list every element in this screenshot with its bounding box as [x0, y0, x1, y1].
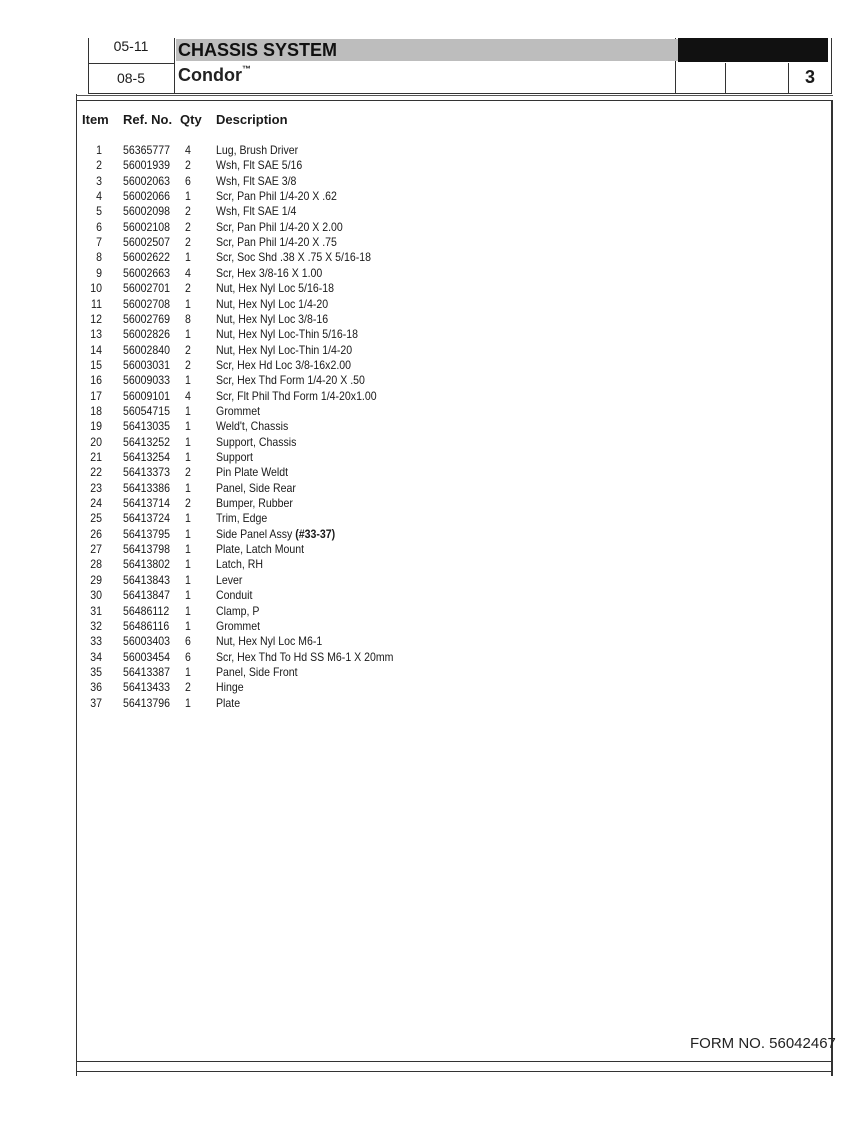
model-label: Condor	[178, 65, 242, 85]
header-divider	[725, 63, 726, 94]
cell-description: Plate, Latch Mount	[216, 542, 305, 557]
cell-qty: 1	[185, 373, 191, 388]
cell-ref-no: 56413373	[123, 465, 170, 480]
cell-ref-no: 56413254	[123, 450, 170, 464]
cell-ref-no: 56009033	[123, 373, 170, 388]
cell-ref-no: 56413796	[123, 695, 170, 710]
frame-line	[831, 100, 833, 1076]
cell-description: Scr, Soc Shd .38 X .75 X 5/16-18	[216, 250, 371, 265]
cell-ref-no: 56413035	[123, 419, 170, 434]
cell-qty: 1	[185, 557, 191, 572]
cell-qty: 2	[185, 496, 191, 511]
cell-description: Nut, Hex Nyl Loc M6-1	[216, 634, 323, 649]
section-title: CHASSIS SYSTEM	[178, 40, 338, 60]
cell-qty: 4	[185, 265, 191, 280]
cell-description: Scr, Hex 3/8-16 X 1.00	[216, 265, 323, 280]
cell-item: 28	[90, 557, 102, 572]
cell-ref-no: 56413795	[123, 526, 170, 541]
cell-description: Nut, Hex Nyl Loc 5/16-18	[216, 281, 334, 296]
cell-qty: 1	[185, 403, 191, 418]
cell-description: Grommet	[216, 618, 261, 633]
cell-ref-no: 56003454	[123, 649, 170, 664]
cell-item: 20	[90, 434, 102, 449]
cell-item: 37	[90, 695, 102, 710]
cell-item: 3	[96, 173, 102, 188]
cell-description: Trim, Edge	[216, 511, 268, 526]
cell-item: 6	[96, 219, 102, 234]
cell-description: Wsh, Flt SAE 1/4	[216, 204, 297, 219]
cell-item: 9	[96, 265, 102, 280]
column-header-item: Item	[82, 112, 109, 127]
footer-line	[76, 1061, 833, 1062]
cell-item: 12	[90, 311, 102, 326]
cell-qty: 1	[185, 450, 191, 464]
cell-item: 35	[90, 664, 102, 679]
cell-ref-no: 56413798	[123, 542, 170, 557]
cell-ref-no: 56002507	[123, 235, 170, 250]
cell-qty: 2	[185, 680, 191, 695]
footer-line	[76, 1071, 833, 1072]
cell-ref-no: 56413433	[123, 680, 170, 695]
cell-qty: 1	[185, 480, 191, 495]
cell-item: 8	[96, 250, 102, 265]
cell-qty: 2	[185, 357, 191, 372]
cell-item: 4	[96, 189, 102, 204]
cell-ref-no: 56002066	[123, 189, 170, 204]
column-header-qty: Qty	[180, 112, 202, 127]
cell-qty: 1	[185, 250, 191, 265]
cell-description: Bumper, Rubber	[216, 496, 293, 511]
cell-description: Pin Plate Weldt	[216, 465, 289, 480]
header-divider	[88, 63, 174, 64]
cell-description: Hinge	[216, 680, 244, 695]
description-text: Side Panel Assy	[216, 526, 293, 541]
cell-item: 36	[90, 680, 102, 695]
cell-qty: 6	[185, 634, 191, 649]
cell-item: 1	[96, 143, 102, 157]
cell-item: 10	[90, 281, 102, 296]
cell-qty: 6	[185, 649, 191, 664]
cell-description: Grommet	[216, 403, 261, 418]
cell-ref-no: 56413843	[123, 572, 170, 587]
cell-item: 29	[90, 572, 102, 587]
cell-item: 21	[90, 450, 102, 464]
header-divider	[174, 38, 175, 94]
cell-ref-no: 56486112	[123, 603, 170, 618]
cell-ref-no: 56002098	[123, 204, 170, 219]
frame-line	[76, 100, 833, 101]
cell-item: 26	[90, 526, 102, 541]
cell-description: Panel, Side Rear	[216, 480, 296, 495]
cell-item: 5	[96, 204, 102, 219]
cell-description: Nut, Hex Nyl Loc-Thin 1/4-20	[216, 342, 353, 357]
cell-item: 22	[90, 465, 102, 480]
cell-description: Conduit	[216, 588, 253, 603]
cell-item: 2	[96, 158, 102, 173]
cell-item: 23	[90, 480, 102, 495]
cell-item: 13	[90, 327, 102, 342]
form-number: FORM NO. 56042467	[690, 1035, 836, 1052]
cell-qty: 1	[185, 618, 191, 633]
cell-ref-no: 56413724	[123, 511, 170, 526]
cell-ref-no: 56002769	[123, 311, 170, 326]
cell-ref-no: 56002663	[123, 265, 170, 280]
cell-ref-no: 56003031	[123, 357, 170, 372]
cell-ref-no: 56002108	[123, 219, 170, 234]
cell-item: 31	[90, 603, 102, 618]
cell-qty: 2	[185, 235, 191, 250]
trademark-symbol: ™	[241, 64, 251, 74]
cell-description: Clamp, P	[216, 603, 260, 618]
cell-qty: 4	[185, 388, 191, 403]
frame-line	[76, 95, 833, 96]
cell-description: Lever	[216, 572, 243, 587]
cell-description: Wsh, Flt SAE 3/8	[216, 173, 297, 188]
cell-ref-no: 56002708	[123, 296, 170, 311]
cell-description: Nut, Hex Nyl Loc-Thin 5/16-18	[216, 327, 359, 342]
cell-description: Latch, RH	[216, 557, 263, 572]
cell-qty: 1	[185, 327, 191, 342]
cell-ref-no: 56001939	[123, 158, 170, 173]
cell-qty: 1	[185, 603, 191, 618]
cell-description: Plate	[216, 695, 241, 710]
cell-item: 30	[90, 588, 102, 603]
cell-qty: 8	[185, 311, 191, 326]
cell-qty: 1	[185, 419, 191, 434]
cell-description: Panel, Side Front	[216, 664, 298, 679]
cell-description: Support	[216, 450, 253, 464]
cell-ref-no: 56002826	[123, 327, 170, 342]
cell-description: Support, Chassis	[216, 434, 297, 449]
cell-qty: 1	[185, 434, 191, 449]
cell-qty: 1	[185, 526, 191, 541]
cell-item: 32	[90, 618, 102, 633]
cell-item: 18	[90, 403, 102, 418]
cell-ref-no: 56413252	[123, 434, 170, 449]
cell-item: 14	[90, 342, 102, 357]
cell-qty: 1	[185, 588, 191, 603]
cell-qty: 1	[185, 511, 191, 526]
cell-description: Weld't, Chassis	[216, 419, 289, 434]
cell-item: 7	[96, 235, 102, 250]
cell-qty: 1	[185, 542, 191, 557]
cell-description: Scr, Hex Thd Form 1/4-20 X .50	[216, 373, 365, 388]
cell-ref-no: 56413387	[123, 664, 170, 679]
cell-qty: 6	[185, 173, 191, 188]
cell-qty: 1	[185, 664, 191, 679]
cell-description: Scr, Pan Phil 1/4-20 X .62	[216, 189, 337, 204]
cell-qty: 2	[185, 342, 191, 357]
model-name	[178, 64, 251, 86]
cell-description: Scr, Pan Phil 1/4-20 X .75	[216, 235, 337, 250]
cell-item: 16	[90, 373, 102, 388]
issue-date: 08-5	[116, 70, 146, 86]
page-number: 3	[804, 67, 815, 87]
cell-qty: 2	[185, 465, 191, 480]
column-header-ref-no: Ref. No.	[123, 112, 173, 127]
cell-qty: 2	[185, 158, 191, 173]
cell-ref-no: 56486116	[123, 618, 170, 633]
cell-item: 25	[90, 511, 102, 526]
cell-qty: 1	[185, 189, 191, 204]
cell-description: Nut, Hex Nyl Loc 3/8-16	[216, 311, 329, 326]
cell-qty: 2	[185, 219, 191, 234]
cell-ref-no: 56002063	[123, 173, 170, 188]
cell-item: 34	[90, 649, 102, 664]
cell-description: Scr, Hex Hd Loc 3/8-16x2.00	[216, 357, 352, 372]
header-divider	[88, 93, 832, 94]
cell-qty: 2	[185, 281, 191, 296]
cell-description: Lug, Brush Driver	[216, 143, 299, 157]
column-header-description: Description	[216, 112, 288, 127]
cell-ref-no: 56009101	[123, 388, 170, 403]
cell-item: 27	[90, 542, 102, 557]
cell-qty: 4	[185, 143, 191, 157]
cell-item: 11	[91, 296, 102, 311]
cell-item: 17	[90, 388, 102, 403]
cell-qty: 2	[185, 204, 191, 219]
cell-ref-no: 56054715	[123, 403, 170, 418]
cell-qty: 1	[185, 572, 191, 587]
cell-description: Wsh, Flt SAE 5/16	[216, 158, 303, 173]
cell-ref-no: 56002622	[123, 250, 170, 265]
cell-item: 19	[90, 419, 102, 434]
cell-ref-no: 56413847	[123, 588, 170, 603]
cell-description: Nut, Hex Nyl Loc 1/4-20	[216, 296, 329, 311]
cell-ref-no: 56413714	[123, 496, 170, 511]
frame-line	[76, 94, 77, 1076]
cell-description: Scr, Flt Phil Thd Form 1/4-20x1.00	[216, 388, 377, 403]
cell-ref-no: 56002840	[123, 342, 170, 357]
cell-description: Scr, Hex Thd To Hd SS M6-1 X 20mm	[216, 649, 394, 664]
description-reference: (#33-37)	[295, 526, 336, 541]
cell-ref-no: 56413386	[123, 480, 170, 495]
revision-date: 05-11	[113, 38, 149, 54]
cell-item: 15	[90, 357, 102, 372]
cell-item: 33	[90, 634, 102, 649]
cell-ref-no: 56413802	[123, 557, 170, 572]
cell-ref-no: 56002701	[123, 281, 170, 296]
cell-item: 24	[90, 496, 102, 511]
cell-ref-no: 56365777	[123, 143, 170, 157]
cell-description	[216, 527, 335, 542]
cell-qty: 1	[185, 695, 191, 710]
cell-ref-no: 56003403	[123, 634, 170, 649]
cell-qty: 1	[185, 296, 191, 311]
document-header	[88, 38, 832, 94]
header-black-box	[678, 38, 828, 62]
cell-description: Scr, Pan Phil 1/4-20 X 2.00	[216, 219, 343, 234]
